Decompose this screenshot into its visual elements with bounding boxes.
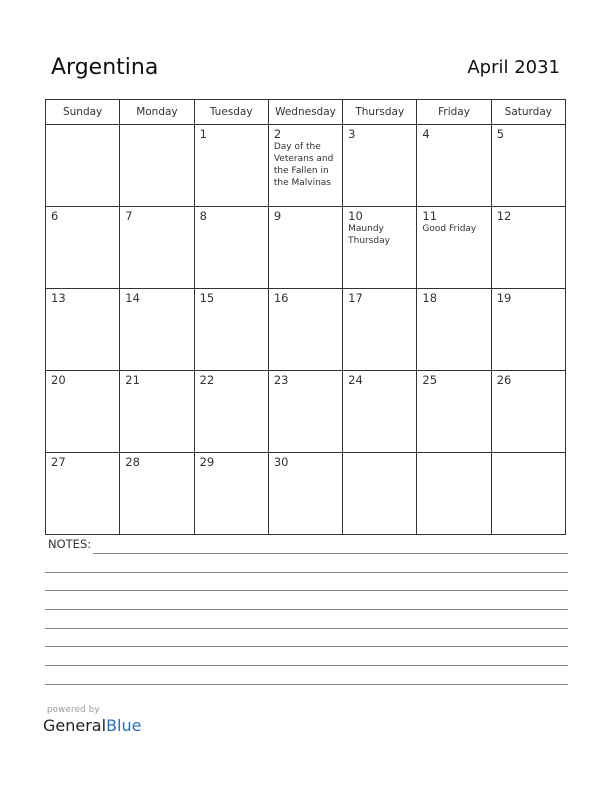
day-cell bbox=[194, 207, 268, 289]
day-number: 20 bbox=[51, 373, 66, 387]
day-cell bbox=[417, 125, 491, 207]
brand-name-part1: General bbox=[43, 716, 107, 735]
day-cell bbox=[120, 371, 194, 453]
weekday-header: Sunday bbox=[46, 100, 120, 125]
day-number: 26 bbox=[496, 373, 512, 387]
day-number: 11 bbox=[422, 209, 438, 223]
day-cell bbox=[343, 371, 417, 453]
week-row bbox=[46, 371, 566, 453]
week-row bbox=[46, 125, 566, 207]
day-number: 25 bbox=[422, 373, 438, 387]
day-number: 7 bbox=[125, 209, 133, 223]
powered-by-label: powered by bbox=[47, 705, 100, 715]
brand-name-part2: Blue bbox=[106, 716, 142, 735]
day-cell bbox=[120, 207, 194, 289]
day-cell bbox=[46, 207, 120, 289]
notes-line bbox=[45, 684, 568, 685]
week-row bbox=[46, 207, 566, 289]
day-cell bbox=[343, 453, 417, 535]
day-cell bbox=[491, 371, 565, 453]
notes-line bbox=[93, 553, 568, 554]
day-number: 4 bbox=[422, 127, 430, 141]
day-cell bbox=[120, 453, 194, 535]
day-number: 8 bbox=[199, 209, 207, 223]
notes-line bbox=[45, 646, 568, 647]
week-row bbox=[46, 453, 566, 535]
brand-logo bbox=[43, 716, 141, 735]
day-number: 19 bbox=[496, 291, 512, 305]
weekday-header: Tuesday bbox=[194, 100, 268, 125]
day-number: 1 bbox=[199, 127, 207, 141]
notes-label: NOTES: bbox=[48, 537, 92, 551]
weekday-header: Thursday bbox=[343, 100, 417, 125]
day-number: 16 bbox=[273, 291, 289, 305]
weekday-header-row bbox=[46, 100, 566, 125]
page-title: Argentina bbox=[51, 55, 159, 80]
day-number: 28 bbox=[125, 455, 140, 469]
notes-line bbox=[45, 665, 568, 666]
day-cell bbox=[268, 289, 342, 371]
day-number: 29 bbox=[199, 455, 215, 469]
day-cell bbox=[268, 453, 342, 535]
notes-line bbox=[45, 609, 568, 610]
day-cell bbox=[491, 453, 565, 535]
day-cell bbox=[268, 371, 342, 453]
day-number: 12 bbox=[496, 209, 512, 223]
day-cell bbox=[491, 289, 565, 371]
day-cell bbox=[417, 371, 491, 453]
day-cell bbox=[268, 207, 342, 289]
day-cell bbox=[46, 125, 120, 207]
week-row bbox=[46, 289, 566, 371]
day-cell bbox=[194, 289, 268, 371]
weekday-header: Friday bbox=[417, 100, 491, 125]
calendar-grid bbox=[45, 99, 566, 535]
day-number: 30 bbox=[273, 455, 289, 469]
holiday-label: Maundy Thursday bbox=[348, 224, 390, 246]
weekday-header: Wednesday bbox=[268, 100, 342, 125]
day-cell bbox=[491, 125, 565, 207]
day-number: 10 bbox=[348, 209, 363, 223]
day-number: 27 bbox=[51, 455, 66, 469]
day-number: 18 bbox=[422, 291, 438, 305]
day-number: 21 bbox=[125, 373, 140, 387]
day-number: 14 bbox=[125, 291, 140, 305]
day-cell bbox=[194, 125, 268, 207]
day-cell bbox=[268, 125, 342, 207]
day-cell bbox=[120, 289, 194, 371]
day-number: 5 bbox=[496, 127, 505, 141]
day-number: 17 bbox=[348, 291, 363, 305]
day-cell bbox=[343, 207, 417, 289]
day-cell bbox=[417, 289, 491, 371]
day-number: 3 bbox=[348, 127, 356, 141]
holiday-label: Good Friday bbox=[422, 224, 477, 234]
notes-line bbox=[45, 572, 568, 573]
day-number: 9 bbox=[273, 209, 282, 223]
day-cell bbox=[46, 289, 120, 371]
day-number: 2 bbox=[273, 127, 282, 141]
weekday-header: Monday bbox=[120, 100, 194, 125]
day-cell bbox=[417, 207, 491, 289]
notes-line bbox=[45, 590, 568, 591]
day-cell bbox=[343, 125, 417, 207]
holiday-label: Day of the Veterans and the Fallen in the Malvinas bbox=[273, 142, 334, 188]
day-number: 23 bbox=[273, 373, 289, 387]
day-number: 22 bbox=[199, 373, 215, 387]
day-number: 13 bbox=[51, 291, 66, 305]
day-cell bbox=[194, 453, 268, 535]
month-year-label: April 2031 bbox=[467, 57, 560, 78]
day-number: 6 bbox=[51, 209, 59, 223]
day-cell bbox=[46, 371, 120, 453]
day-cell bbox=[194, 371, 268, 453]
notes-line bbox=[45, 628, 568, 629]
day-cell bbox=[120, 125, 194, 207]
day-cell bbox=[417, 453, 491, 535]
day-cell bbox=[491, 207, 565, 289]
weekday-header: Saturday bbox=[491, 100, 565, 125]
day-number: 24 bbox=[348, 373, 363, 387]
day-cell bbox=[343, 289, 417, 371]
day-cell bbox=[46, 453, 120, 535]
day-number: 15 bbox=[199, 291, 215, 305]
